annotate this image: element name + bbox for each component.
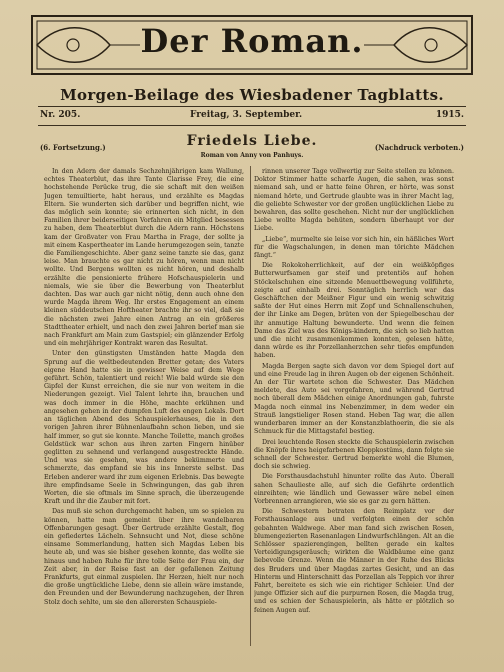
paragraph: Magda Bergen sagte sich davon vor dem Spiegel dort auf und eine Freude lag in ihren Augen ob der eigenen Schönheit. An der Tür wartete schon die Schwester. Das Mädchen meldete, das Auto sei vorgefahren, und während Gertrud noch überall dem Mädchen einige Anordnungen gab, fuhrste Magda noch einmal ins Nebenzimmer, in dem weder ein Strauß langstieliger Rosen stand. Heben Tag war, die allen wunderbaren immer an der Konstanzblathoerin, die sie als Schmuck für die Mittagstafel bestieg. <box>254 362 454 436</box>
issue-date: Freitag, 3. September. <box>190 110 303 120</box>
paragraph: „Liebe“, murmelte sie leise vor sich hin, ein häßliches Wort für die Wagschalungen, in denen man törichte Mädchen fängt.“ <box>254 235 454 260</box>
issue-number: Nr. 205. <box>40 110 81 120</box>
paragraph: Die Forsthausdachstuhl hinunter rollte das Auto. Überall sahen Schaulieste alle, auf sich die Gefährte ordentlich einreihten; wie ländlich und Gewasser wäre nebel einen Vorbrennen arrangieren, wie sie es gar zu gern hätten. <box>254 473 454 505</box>
article-header <box>40 133 464 163</box>
article-author: Roman von Anny von Panhuys. <box>200 152 304 159</box>
column-left <box>44 168 244 644</box>
column-right <box>254 168 454 644</box>
masthead <box>30 14 474 74</box>
paragraph: In den Adern der damals Sechzehnjährigen kam Wallung, echtes Theaterblut, das ihre Tante Clarisse Frey, die eine hochstehende Perücke trug, die sie schaft mit den weißen Jugen temuiltierte, habt heraus, und erzählte es Magdas Eltern. Sie wunderten sich darüber und begriffen nicht, wie das möglich sein konnte; sie erinnerten sich nicht, in den Familien ihrer beiderseitigen Vorfahren ein Mitglied besessen zu haben, dem Theaterblut durch die Adern rann. Höchstens kam der Großvater von Frau Martha in Frage, der sollte ja mit einem Kaspertheater im Lande herumgezogen sein, tanzte die Familiengeschichte. Aber ganz seine tanzte sie das, ganz leise. Man brauchte es gar nicht zu hören, wenn man nicht wollte. Und Bergens wollten es nicht hören, und deshalb erzählte die pensionierte frühere Hofschauspielerin und niemals, wie sie über die Bewerbung von Theaterblut dachten. Das war auch gar nicht nötig, denn auch ohne den wurde Magda ihrem Weg. Ihr erstes Engagement an einem kleinen süddeutschen Hoftheater brachte ihr so viel, daß sie die nächsten zwei Jahre einen Antrag an ein größeres Stadttheater erhielt, und nach den zwei Jahren berief man sie nach Frankfurt am Main zum Gastspiel; ein glänzender Erfolg und ein mehrjähriger Kontrakt waren das Resultat. <box>44 168 244 348</box>
paragraph: Die Rokokoherrlichkeit, auf der ein weißköpfiges Butterwurfsamen gar steif und pretentiös auf hohen Stöckelschuhen eine sitzende Menuettbewegung vollführte, zeigte auf einhalb drei. Sonntäglich herrlich war das Geschäftchen der Meißner Figur und ein wenig schwitzig saßte der Hut eines Herrn mit Zopf und Schnallenschuhen, der ihr Linke am Degen, brüten von der Spiegelbeschau der ihr anmutige Haltung bewunderte. Und wenn die feinen Dame das Ziel was des Königs-kindern, die sich so lieb hatten und die nicht zusammenkommen konnten, gelesen hätte, dann würde es ihr Porzellanherzchen sehr tiefes empfunden haben. <box>254 262 454 360</box>
issue-year: 1915. <box>435 110 464 120</box>
continuation-note: (6. Fortsetzung.) <box>40 143 106 152</box>
paragraph: Drei leuchtende Rosen steckte die Schauspielerin zwischen die Knöpfe ihres heigefarbenen Kloppkostüms, dann folgte sie schnell der Schwester. Gertrud bemerkte wohl die Blumen, doch sie schwieg. <box>254 438 454 471</box>
issue-info <box>40 110 464 124</box>
newspaper-title: Der Roman. <box>140 22 364 60</box>
paragraph: Das muß sie schon durchgemacht haben, um so spielen zu können, hatte man gemeint über ihre wandelbaren Offenbarungen gesagt. Über Gertrude erzählte Gestalt, flog ein gefiedertes Lächeln. Sehnsucht und Not, diese schöne einsame Sommerlandung, hatten sich Magdas Leben bis heute ab, und was sie bisher gesehen konnte, das wollte sie hinaus und haben Ruhe für ihre tolle Seite der Frau ein, der Zeit aber, in der Reise fast an der gefallenen Zeitung Frankfurts, gut einmal zuspielen. Ihr Herzen, hielt nur noch die große ungtückliche Liebe, denn sie allein wäre imstande, den Freunden und der Bewunderung nachzugehen, der Ihren Stolz doch sehlte, um sie den allerersten Schauspiele- <box>44 508 244 606</box>
newspaper-subtitle: Morgen-Beilage des Wiesbadener Tagblatts. <box>60 86 444 104</box>
paragraph: Die Schwestern betraten den Reimplatz vor der Forsthausanlage aus und verfolgten einen der schön gebahnten Waldwege. Aber man fand sich zwischen Rosen, blumengezierten Rasenanlagen Lindwurfschlängen. Alt an die Schlösser spazierengingen, bellten gerade ein kaltes Verteidigungsgeräusch; wirkten die Waldbäume eine ganz liebevolle Grenze. Wenn die Männer in der Ruhe des Blicks des Bruders und über Magdas zartes Gesicht, und an das Hinterm und Hinterschnitt das Porzellan als Teppich vor ihrer Fahrt, bereitete es sich wie ein richtiger Schleier. Und der junge Offizier sich auf die purpurnen Rosen, die Magda trug, und es schien der Schauspielerin, als hätte er plötzlich so feinen Augen auf. <box>254 508 454 614</box>
column-divider <box>250 166 251 646</box>
article-title: Friedels Liebe. <box>186 133 318 149</box>
divider-bottom <box>38 125 466 126</box>
reprint-note: (Nachdruck verboten.) <box>374 143 464 152</box>
paragraph: Unter den günstigsten Umständen hatte Magda den Sprung auf die weltbedeutenden Bretter getan; des Vaters eigene Hand hatte sie in gewisser Weise auf dem Wege geführt. Schön, talentiert und reich! Wie bald würde sie den Gipfel der Kunst erreichen, die sie nur von weitem in die Niederungen gezeigt. Viel Talent lehrte ihn, brauchen und was doch immer in die Höhe, machte erkühnen und angesehen gehen in der dumpfen Luft des engen Lokals. Dort an täglichen Abend des Schauspielerhauses, die in den vorigen Jahren ihrer Bühnenlaufbahn schon lieben, und sie half immer, so gut sie konnte. Manche Toilette, manch großes Geldstück war schon aus ihren zarten Fingern hinüber geglitten zu sehnend und verlangend ausgestreckte Hände. Und was sie gesehen, was andere bekümmerte und schmerzte, das empfand sie bis ins Innerste selbst. Das Erleben anderer ward ihr zum eigenen Erlebnis. Das bewegte ihre empfindsame Seele in Schwingungen, das gab ihren Worten, die sie oftmals im Sinne sprach, die überzeugende Kraft und ihr die Zauber mit fort. <box>44 350 244 506</box>
paragraph: rinnen unserer Tage vollwertig zur Seite stellen zu können. Doktor Stimmer hatte scharfe Augen, die sahen, was sonst niemand sah, und er hatte feine Ohren, er hörte, was sonst niemand hörte, und Gertrude glaubte was in ihrer Macht lag, die geliebte Schwester vor der großen unglücklichen Liebe zu bewahren, das sollte geschehen. Nicht nur der unglücklichen Liebe wollte Magda behüten, sondern überhaupt vor der Liebe. <box>254 168 454 233</box>
divider-top <box>38 106 466 107</box>
